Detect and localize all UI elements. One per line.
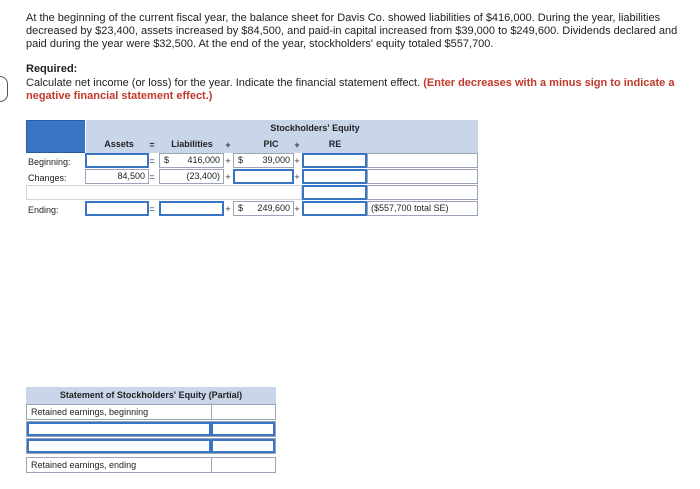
re-ending-input[interactable] bbox=[211, 458, 275, 472]
ending-re-input[interactable] bbox=[302, 201, 367, 216]
statement-row-2 bbox=[26, 421, 276, 437]
ending-pic-value: $ 249,600 bbox=[233, 201, 294, 216]
statement-row-ending: Retained earnings, ending bbox=[26, 457, 276, 473]
statement-table bbox=[26, 387, 276, 473]
re-beginning-input[interactable] bbox=[211, 405, 275, 419]
ending-liabilities-input[interactable] bbox=[159, 201, 224, 216]
statement-row3-label-input[interactable] bbox=[27, 439, 211, 453]
changes-assets-value: 84,500 bbox=[85, 169, 149, 184]
statement-row-3 bbox=[26, 438, 276, 454]
header-stockholders-equity: Stockholders' Equity bbox=[270, 123, 360, 133]
row-label-changes: Changes: bbox=[28, 173, 67, 183]
row-label-ending: Ending: bbox=[28, 205, 59, 215]
changes-liabilities-value: (23,400) bbox=[159, 169, 224, 184]
header-pic: PIC bbox=[263, 139, 279, 149]
statement-title: Statement of Stockholders' Equity (Partial) bbox=[26, 387, 276, 404]
left-edge-marker bbox=[0, 76, 8, 102]
header-op-plus1: + bbox=[225, 140, 231, 150]
beginning-pic-value: $ 39,000 bbox=[233, 153, 294, 168]
statement-row3-amount-input[interactable] bbox=[211, 439, 275, 453]
header-op-plus2: + bbox=[294, 140, 300, 150]
re-detail-input[interactable] bbox=[302, 185, 367, 200]
changes-pic-input[interactable] bbox=[233, 169, 294, 184]
header-liabilities: Liabilities bbox=[171, 139, 213, 149]
beginning-assets-input[interactable] bbox=[85, 153, 149, 168]
ending-se-note: ($557,700 total SE) bbox=[367, 201, 478, 216]
row-label-beginning: Beginning: bbox=[28, 157, 71, 167]
statement-row-beginning: Retained earnings, beginning bbox=[26, 404, 276, 420]
required-heading: Required: bbox=[26, 63, 78, 75]
statement-row2-amount-input[interactable] bbox=[211, 422, 275, 436]
ending-assets-input[interactable] bbox=[85, 201, 149, 216]
header-assets: Assets bbox=[104, 139, 134, 149]
header-op-eq: = bbox=[149, 140, 155, 150]
beginning-liabilities-value: $ 416,000 bbox=[159, 153, 224, 168]
header-re: RE bbox=[328, 139, 342, 149]
accounting-equation-table: Stockholders' Equity Assets = Liabilities + PIC + RE Beginning: = $ 416,000 + $ 39,000 + Changes: 84,500 = (23,400) + + Ending: = + $ 249,600 + ($557,700 total SE) bbox=[26, 120, 478, 219]
statement-row2-label-input[interactable] bbox=[27, 422, 211, 436]
changes-re-input[interactable] bbox=[302, 169, 367, 184]
problem-intro: At the beginning of the current fiscal year, the balance sheet for Davis Co. showed liabilities of $416,000. During the year, liabilities decreased by $23,400, assets increased by $84,500, and paid-in capital increased from $39,000 to $249,600. Dividends declared and paid during the year were $32,500. At the end of the year, stockholders' equity totaled $557,700. bbox=[26, 12, 678, 50]
required-text: Calculate net income (or loss) for the year. Indicate the financial statement effect. (Enter decreases with a minus sign to indicate a negative financial statement effect.) bbox=[26, 77, 675, 102]
beginning-re-input[interactable] bbox=[302, 153, 367, 168]
required-note: (Enter decreases with a minus sign to indicate a negative financial statement effect.) bbox=[26, 77, 675, 102]
